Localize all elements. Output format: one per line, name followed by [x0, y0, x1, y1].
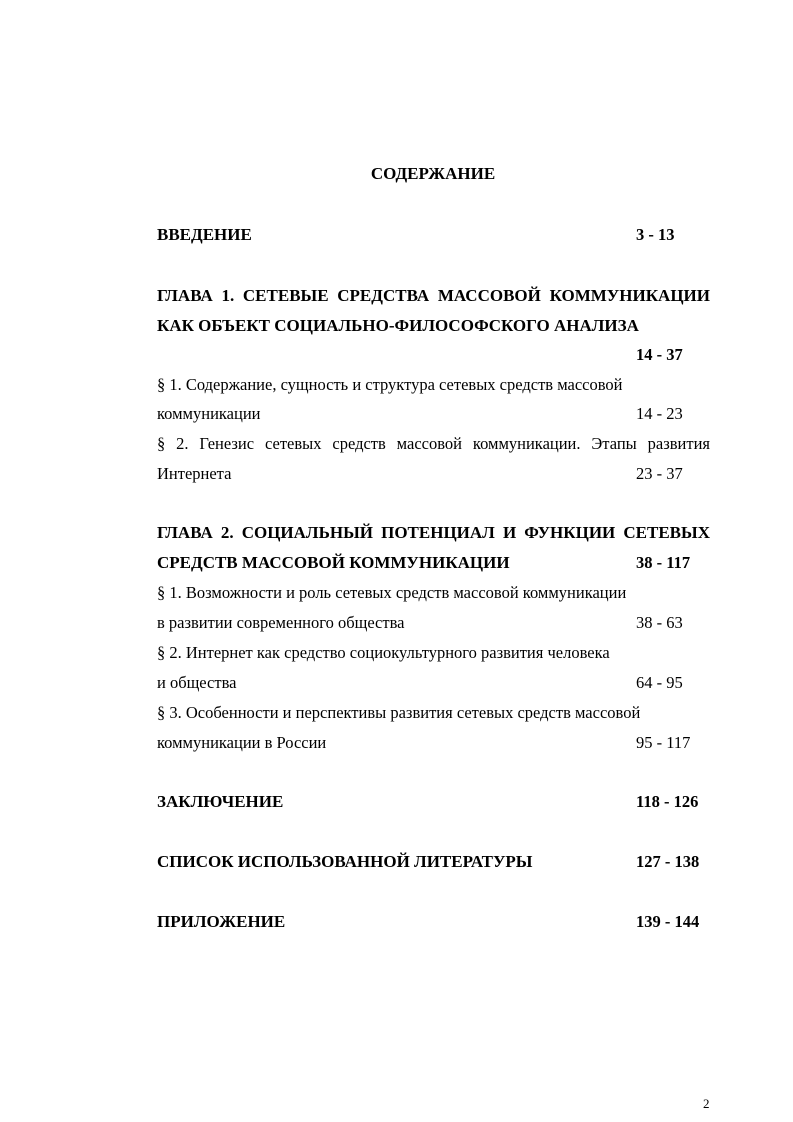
toc-appendix-label: ПРИЛОЖЕНИЕ	[157, 912, 286, 931]
toc-chapter1-heading-line1: ГЛАВА 1. СЕТЕВЫЕ СРЕДСТВА МАССОВОЙ КОММУНИКАЦИИ	[157, 286, 710, 305]
toc-ch1-s1-line2: коммуникации	[157, 404, 261, 423]
toc-conclusion-pages: 118 - 126	[636, 792, 699, 811]
toc-ch1-s2-line2: Интернета	[157, 464, 232, 483]
toc-ch2-s2-line2: и общества	[157, 673, 237, 692]
toc-conclusion-label: ЗАКЛЮЧЕНИЕ	[157, 792, 284, 811]
toc-ch1-s1-pages: 14 - 23	[636, 404, 683, 423]
toc-ch2-s3-pages: 95 - 117	[636, 733, 691, 752]
toc-ch2-s3-line2: коммуникации в России	[157, 733, 327, 752]
toc-chapter2-heading-line2: СРЕДСТВ МАССОВОЙ КОММУНИКАЦИИ	[157, 553, 510, 572]
toc-ch2-s1-line1: § 1. Возможности и роль сетевых средств массовой коммуникации	[157, 583, 627, 602]
toc-references-pages: 127 - 138	[636, 852, 700, 871]
toc-intro-pages: 3 - 13	[636, 225, 675, 244]
toc-chapter2-pages: 38 - 117	[636, 553, 691, 572]
toc-ch1-s1-line1: § 1. Содержание, сущность и структура сетевых средств массовой	[157, 375, 623, 394]
toc-ch1-s2-pages: 23 - 37	[636, 464, 683, 483]
toc-ch2-s2-pages: 64 - 95	[636, 673, 683, 692]
toc-ch1-s2-line1: § 2. Генезис сетевых средств массовой коммуникации. Этапы развития	[157, 434, 710, 453]
toc-ch2-s1-line2: в развитии современного общества	[157, 613, 405, 632]
toc-ch2-s3-line1: § 3. Особенности и перспективы развития сетевых средств массовой	[157, 703, 641, 722]
toc-ch2-s2-line1: § 2. Интернет как средство социокультурного развития человека	[157, 643, 610, 662]
toc-ch2-s1-pages: 38 - 63	[636, 613, 683, 632]
toc-appendix-pages: 139 - 144	[636, 912, 700, 931]
toc-chapter1-heading-line2: КАК ОБЪЕКТ СОЦИАЛЬНО-ФИЛОСОФСКОГО АНАЛИЗА	[157, 316, 639, 335]
toc-references-label: СПИСОК ИСПОЛЬЗОВАННОЙ ЛИТЕРАТУРЫ	[157, 852, 533, 871]
page-number: 2	[703, 1096, 710, 1111]
toc-intro-label: ВВЕДЕНИЕ	[157, 225, 252, 244]
toc-chapter1-pages: 14 - 37	[636, 345, 683, 364]
toc-chapter2-heading-line1: ГЛАВА 2. СОЦИАЛЬНЫЙ ПОТЕНЦИАЛ И ФУНКЦИИ СЕТЕВЫХ	[157, 523, 710, 542]
toc-title: СОДЕРЖАНИЕ	[370, 164, 496, 183]
